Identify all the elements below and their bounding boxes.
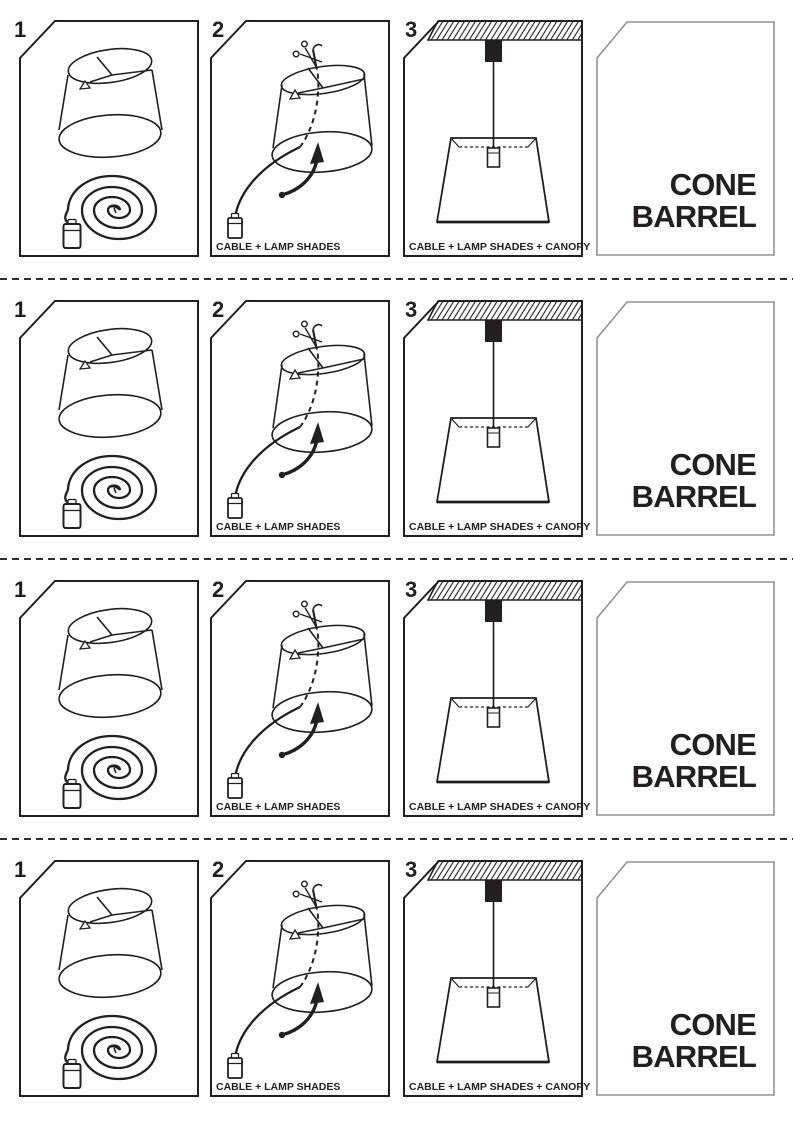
panel-caption: CABLE + LAMP SHADES + CANOPY [409, 521, 591, 533]
panel-caption: CABLE + LAMP SHADES + CANOPY [409, 801, 591, 813]
hanging-pendant-canopy-illustration [403, 297, 583, 537]
instruction-row-4 [0, 840, 793, 1120]
product-names [632, 449, 756, 513]
product-name-barrel: BARREL [631, 759, 756, 794]
product-names [632, 1009, 756, 1073]
panel-step-3 [403, 857, 591, 1097]
step-number: 1 [14, 577, 27, 602]
product-name-barrel: BARREL [631, 199, 756, 234]
hanging-pendant-canopy-illustration [403, 17, 583, 257]
panel-step-1 [14, 577, 199, 817]
panel-step-1 [14, 857, 199, 1097]
panel-product-label [596, 581, 775, 816]
panel-product-label [596, 21, 775, 256]
product-name-barrel: BARREL [631, 1039, 756, 1074]
instruction-row-3 [0, 560, 793, 840]
step-number: 2 [212, 17, 225, 42]
hanging-pendant-canopy-illustration [403, 577, 583, 817]
product-name-cone: CONE [669, 167, 756, 202]
step-number: 3 [405, 17, 418, 42]
cable-through-shade-scissors-illustration [210, 17, 390, 257]
hanging-pendant-canopy-illustration [403, 857, 583, 1097]
panel-step-2 [210, 297, 390, 537]
step-number: 2 [212, 577, 225, 602]
panel-product-label [596, 861, 775, 1096]
cable-through-shade-scissors-illustration [210, 297, 390, 537]
panel-caption: CABLE + LAMP SHADES [216, 521, 341, 533]
shade-and-coiled-cable-illustration [19, 20, 199, 257]
step-number: 3 [405, 297, 418, 322]
panel-step-3 [403, 297, 591, 537]
panel-caption: CABLE + LAMP SHADES [216, 1081, 341, 1093]
step-number: 2 [212, 857, 225, 882]
step-number: 1 [14, 297, 27, 322]
shade-and-coiled-cable-illustration [19, 860, 199, 1097]
product-names [632, 729, 756, 793]
panel-caption: CABLE + LAMP SHADES [216, 801, 341, 813]
step-number: 3 [405, 577, 418, 602]
product-name-cone: CONE [669, 727, 756, 762]
panel-step-2 [210, 577, 390, 817]
step-number: 2 [212, 297, 225, 322]
panel-caption: CABLE + LAMP SHADES [216, 241, 341, 253]
panel-caption: CABLE + LAMP SHADES + CANOPY [409, 241, 591, 253]
product-name-cone: CONE [669, 447, 756, 482]
panel-step-2 [210, 857, 390, 1097]
panel-step-1 [14, 297, 199, 537]
panel-caption: CABLE + LAMP SHADES + CANOPY [409, 1081, 591, 1093]
panel-step-1 [14, 17, 199, 257]
panel-step-3 [403, 577, 591, 817]
instruction-row-1 [0, 0, 793, 280]
panel-step-2 [210, 17, 390, 257]
cable-through-shade-scissors-illustration [210, 857, 390, 1097]
panel-product-label [596, 301, 775, 536]
shade-and-coiled-cable-illustration [19, 580, 199, 817]
cable-through-shade-scissors-illustration [210, 577, 390, 817]
step-number: 1 [14, 17, 27, 42]
step-number: 1 [14, 857, 27, 882]
instruction-row-2 [0, 280, 793, 560]
product-name-barrel: BARREL [631, 479, 756, 514]
panel-step-3 [403, 17, 591, 257]
product-name-cone: CONE [669, 1007, 756, 1042]
step-number: 3 [405, 857, 418, 882]
product-names [632, 169, 756, 233]
shade-and-coiled-cable-illustration [19, 300, 199, 537]
